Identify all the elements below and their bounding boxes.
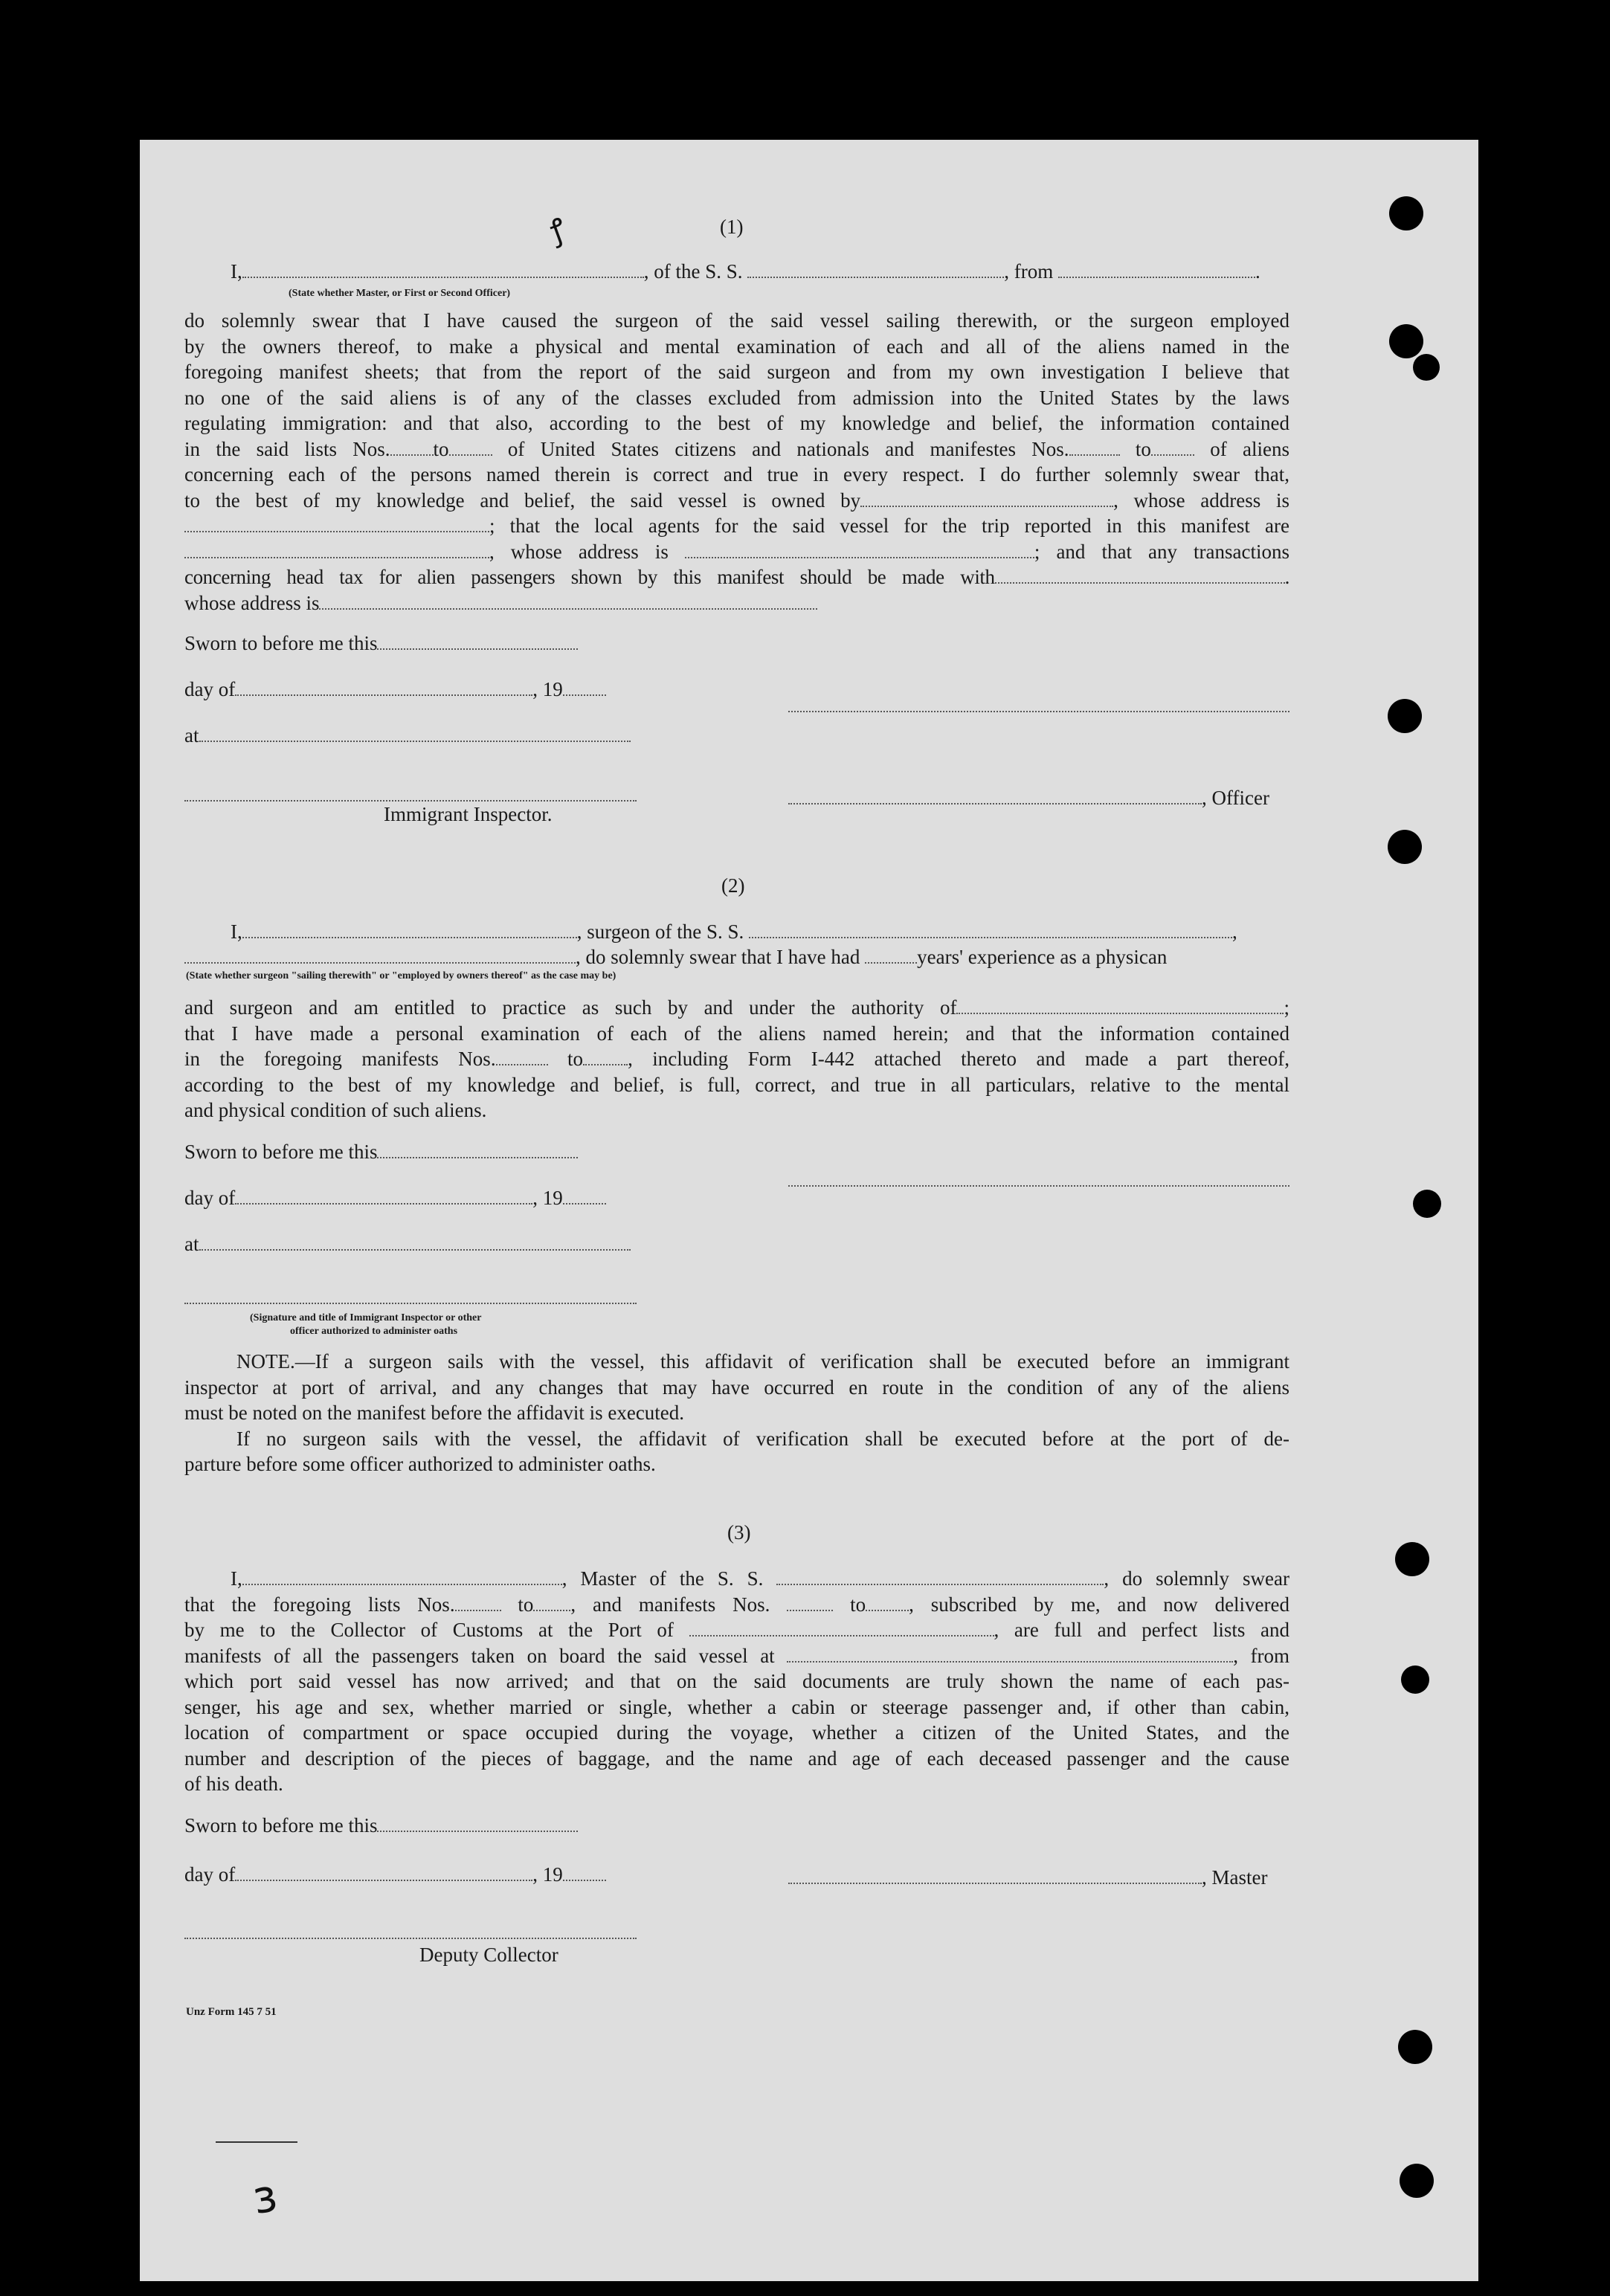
month-field[interactable] xyxy=(235,1187,532,1205)
punch-hole xyxy=(1389,196,1423,230)
paragraph-line: concerning head tax for alien passengers shown by this manifest should be made with . xyxy=(184,566,1289,588)
list-from-field[interactable] xyxy=(455,1593,501,1611)
label-text: to xyxy=(850,1593,866,1616)
form-id: Unz Form 145 7 51 xyxy=(186,2006,277,2018)
paragraph-line: location of compartment or space occupied during the voyage, whether a citizen of the United States, and the xyxy=(184,1721,1289,1744)
paragraph-line: and physical condition of such aliens. xyxy=(184,1099,487,1121)
handwritten-stroke xyxy=(216,2141,297,2143)
paragraph-line: by the owners thereof, to make a physical and mental examination of each and all of the aliens named in the xyxy=(184,335,1289,358)
surgeon-status-field[interactable] xyxy=(184,946,576,964)
punch-hole xyxy=(1388,830,1422,864)
paragraph-line xyxy=(184,488,1289,514)
head-tax-contact-field[interactable] xyxy=(995,566,1285,584)
label-text: at xyxy=(184,724,199,746)
surgeon-paragraph xyxy=(184,995,1289,1123)
paragraph-line: foregoing manifest sheets; that from the report of the said surgeon and from my own investigation I believe that xyxy=(184,361,1289,383)
section-number: (1) xyxy=(720,216,744,238)
day-of-line xyxy=(184,1862,606,1887)
master-signature-line xyxy=(788,1865,1267,1890)
section-number: (3) xyxy=(727,1521,751,1544)
vessel-name-field[interactable] xyxy=(749,920,1232,938)
paragraph-line: which port said vessel has now arrived; and that on the said documents are truly shown the name of each pas- xyxy=(184,1670,1289,1692)
punch-hole xyxy=(1388,699,1422,733)
label-text: at xyxy=(184,1233,199,1255)
label-text: whose address is xyxy=(184,591,320,614)
label-text: I, xyxy=(231,920,242,943)
label-text: , do solemnly swear that I have had xyxy=(576,946,860,968)
list-from-field[interactable] xyxy=(390,438,434,456)
punch-hole xyxy=(1401,1665,1429,1694)
inspector-title: Immigrant Inspector. xyxy=(384,803,553,825)
label-text: to the best of my knowledge and belief, the said vessel is owned by xyxy=(184,488,861,512)
at-line xyxy=(184,723,631,748)
surgeon-name-field[interactable] xyxy=(242,920,577,938)
authority-field[interactable] xyxy=(956,996,1284,1014)
label-text: , whose address is xyxy=(489,540,669,563)
manifest-to-field[interactable] xyxy=(866,1593,909,1611)
label-text: ; and that any transactions xyxy=(1034,540,1289,563)
master-signature-field[interactable] xyxy=(788,1866,1202,1884)
port-from-field[interactable] xyxy=(1058,260,1255,278)
label-text: to xyxy=(567,1048,584,1070)
signature-note: officer authorized to administer oaths xyxy=(290,1326,458,1337)
label-text: day of xyxy=(184,678,236,700)
paragraph-line xyxy=(184,539,1289,565)
paragraph-line: regulating immigration: and that also, according to the best of my knowledge and belief, the information contained xyxy=(184,412,1289,434)
punch-hole xyxy=(1398,2030,1432,2064)
collector-signature-line[interactable] xyxy=(184,1938,637,1939)
inspector-signature-line[interactable] xyxy=(184,1303,637,1304)
label-text: to xyxy=(518,1593,534,1616)
at-place-field[interactable] xyxy=(199,1233,631,1251)
field-note: (State whether Master, or First or Second Officer) xyxy=(289,288,511,299)
label-text: day of xyxy=(184,1863,236,1886)
label-text: of United States citizens and nationals and manifestes Nos. xyxy=(507,437,1069,460)
paragraph-line xyxy=(184,590,1289,616)
paragraph-line: must be noted on the manifest before the affidavit is executed. xyxy=(184,1402,685,1424)
label-text: manifests of all the passengers taken on board the said vessel at xyxy=(184,1644,775,1667)
paragraph-line xyxy=(184,1643,1289,1669)
label-text: , Master xyxy=(1202,1866,1268,1889)
handwritten-mark: ɜ xyxy=(248,2169,281,2225)
label-text: , 19 xyxy=(532,1863,563,1886)
punch-hole xyxy=(1413,1190,1441,1218)
day-of-line xyxy=(184,1185,606,1210)
paragraph-line xyxy=(184,436,1289,462)
list-to-field[interactable] xyxy=(533,1593,570,1611)
sworn-line xyxy=(184,1139,578,1164)
punch-hole xyxy=(1413,354,1440,381)
paragraph-line: senger, his age and sex, whether married or single, whether a cabin or steerage passenger and, if other than cabin, xyxy=(184,1695,1289,1718)
label-text: Sworn to before me this xyxy=(184,1814,378,1837)
label-text: , Officer xyxy=(1202,787,1269,809)
paragraph-line: number and description of the pieces of baggage, and the name and age of each deceased passenger and the cause xyxy=(184,1747,1289,1770)
label-text: , subscribed by me, and now delivered xyxy=(909,1593,1290,1616)
officer-line xyxy=(788,785,1269,810)
label-text: Sworn to before me this xyxy=(184,1141,378,1163)
paragraph-line xyxy=(184,513,1289,539)
label-text: to xyxy=(1135,437,1151,460)
label-text: that the foregoing lists Nos. xyxy=(184,1593,455,1616)
label-text: , and manifests Nos. xyxy=(570,1593,770,1616)
label-text: , are full and perfect lists and xyxy=(994,1619,1289,1641)
label-text: in the foregoing manifests Nos. xyxy=(184,1048,496,1070)
paragraph-line xyxy=(184,1046,1289,1072)
head-tax-address-field[interactable] xyxy=(319,592,817,610)
paragraph-line xyxy=(184,1592,1289,1618)
master-name-field[interactable] xyxy=(242,260,644,278)
section-number: (2) xyxy=(721,874,745,897)
years-field[interactable] xyxy=(865,946,917,964)
label-text: , from xyxy=(1233,1644,1290,1667)
label-text: , including Form I-442 attached thereto and made a part thereof, xyxy=(628,1048,1289,1070)
label-text: I, xyxy=(231,1567,242,1590)
paragraph-line xyxy=(184,1566,1289,1592)
label-text: day of xyxy=(184,1187,236,1209)
manifest-to-field[interactable] xyxy=(1151,438,1194,456)
master-paragraph xyxy=(184,1566,1289,1797)
sworn-line xyxy=(184,1813,578,1838)
year-field[interactable] xyxy=(563,1187,606,1205)
month-field[interactable] xyxy=(235,678,532,696)
note-paragraph xyxy=(184,1349,1289,1477)
label-text: , of the S. S. xyxy=(643,260,743,283)
label-text: Sworn to before me this xyxy=(184,632,378,654)
owner-address-field[interactable] xyxy=(184,515,489,532)
swear-line xyxy=(184,944,1167,970)
vessel-name-field[interactable] xyxy=(747,260,1004,278)
paragraph-line: inspector at port of arrival, and any changes that may have occurred en route in the condition of any of the aliens xyxy=(184,1376,1289,1399)
punch-hole xyxy=(1395,1542,1429,1576)
label-text: , 19 xyxy=(532,1187,563,1209)
port-field[interactable] xyxy=(689,1619,994,1636)
handwritten-mark: ꝭ xyxy=(545,211,571,249)
label-text: by me to the Collector of Customs at the Port of xyxy=(184,1619,674,1641)
agents-address-field[interactable] xyxy=(685,541,1034,558)
signature-line[interactable] xyxy=(788,711,1289,712)
officer-signature-field[interactable] xyxy=(788,787,1202,804)
label-text: , do solemnly swear xyxy=(1104,1567,1290,1590)
label-text: , Master of the S. S. xyxy=(561,1567,764,1590)
year-field[interactable] xyxy=(563,678,606,696)
owner-field[interactable] xyxy=(860,489,1113,507)
label-text: and surgeon and am entitled to practice as such by and under the authority of xyxy=(184,996,957,1019)
signature-note: (Signature and title of Immigrant Inspector or other xyxy=(250,1312,482,1323)
at-line xyxy=(184,1231,631,1257)
label-text: , surgeon of the S. S. xyxy=(576,920,744,943)
paragraph-line: If no surgeon sails with the vessel, the affidavit of verification shall be executed before at the port of de- xyxy=(236,1427,1289,1450)
paragraph-line: NOTE.—If a surgeon sails with the vessel, this affidavit of verification shall be executed before an immigrant xyxy=(236,1350,1289,1373)
paragraph-line xyxy=(184,1617,1289,1643)
vessel-name-field[interactable] xyxy=(776,1567,1104,1585)
label-text: , from xyxy=(1004,260,1054,283)
label-text: I, xyxy=(231,260,242,283)
paragraph-line: that I have made a personal examination of each of the aliens named herein; and that the information contained xyxy=(184,1022,1289,1045)
sworn-day-field[interactable] xyxy=(377,1814,578,1832)
manifest-to-field[interactable] xyxy=(583,1048,628,1065)
oath-line: I, , of the S. S. , from . xyxy=(231,260,1260,283)
field-note: (State whether surgeon "sailing therewith" or "employed by owners thereof" as the case may be) xyxy=(186,970,616,981)
label-text: to xyxy=(433,437,449,460)
paragraph-line: of his death. xyxy=(184,1773,283,1795)
paragraph-line: parture before some officer authorized to administer oaths. xyxy=(184,1453,656,1475)
label-text: in the said lists Nos. xyxy=(184,437,390,460)
paragraph-line: concerning each of the persons named therein is correct and true in every respect. I do further solemnly swear that, xyxy=(184,463,1289,486)
deputy-collector-title: Deputy Collector xyxy=(419,1944,558,1966)
label-text: of aliens xyxy=(1210,437,1290,460)
at-place-field[interactable] xyxy=(199,724,631,742)
label-text: years' experience as a physican xyxy=(917,946,1168,968)
paragraph-line: and surgeon and am entitled to practice as such by and under the authority of ; xyxy=(184,996,1289,1019)
paragraph-line: according to the best of my knowledge and belief, is full, correct, and true in all particulars, relative to the mental xyxy=(184,1073,1289,1096)
sworn-line xyxy=(184,631,578,656)
list-to-field[interactable] xyxy=(449,438,492,456)
boarding-port-field[interactable] xyxy=(787,1645,1233,1663)
year-field[interactable] xyxy=(563,1863,606,1881)
manifest-from-field[interactable] xyxy=(787,1593,833,1611)
label-text: ; that the local agents for the said vessel for the trip reported in this manifest are xyxy=(489,515,1289,537)
master-name-field[interactable] xyxy=(242,1567,562,1585)
manifest-from-field[interactable] xyxy=(496,1048,548,1065)
label-text: , 19 xyxy=(532,678,563,700)
surgeon-line: I, , surgeon of the S. S. , xyxy=(231,920,1237,943)
month-field[interactable] xyxy=(235,1863,532,1881)
punch-hole xyxy=(1389,324,1423,358)
paragraph-line: do solemnly swear that I have caused the surgeon of the said vessel sailing therewith, or the surgeon employed xyxy=(184,309,1289,332)
manifest-from-field[interactable] xyxy=(1069,438,1120,456)
oath-paragraph xyxy=(184,308,1289,616)
signature-line[interactable] xyxy=(788,1185,1289,1187)
punch-hole xyxy=(1400,2164,1434,2198)
sworn-day-field[interactable] xyxy=(377,1141,578,1158)
label-text: , whose address is xyxy=(1113,488,1289,512)
day-of-line xyxy=(184,677,606,702)
label-text: concerning head tax for alien passengers shown by this manifest should be made with xyxy=(184,566,995,588)
paragraph-line: no one of the said aliens is of any of the classes excluded from admission into the United States by the laws xyxy=(184,386,1289,409)
sworn-day-field[interactable] xyxy=(377,632,578,650)
agents-field[interactable] xyxy=(184,541,489,558)
